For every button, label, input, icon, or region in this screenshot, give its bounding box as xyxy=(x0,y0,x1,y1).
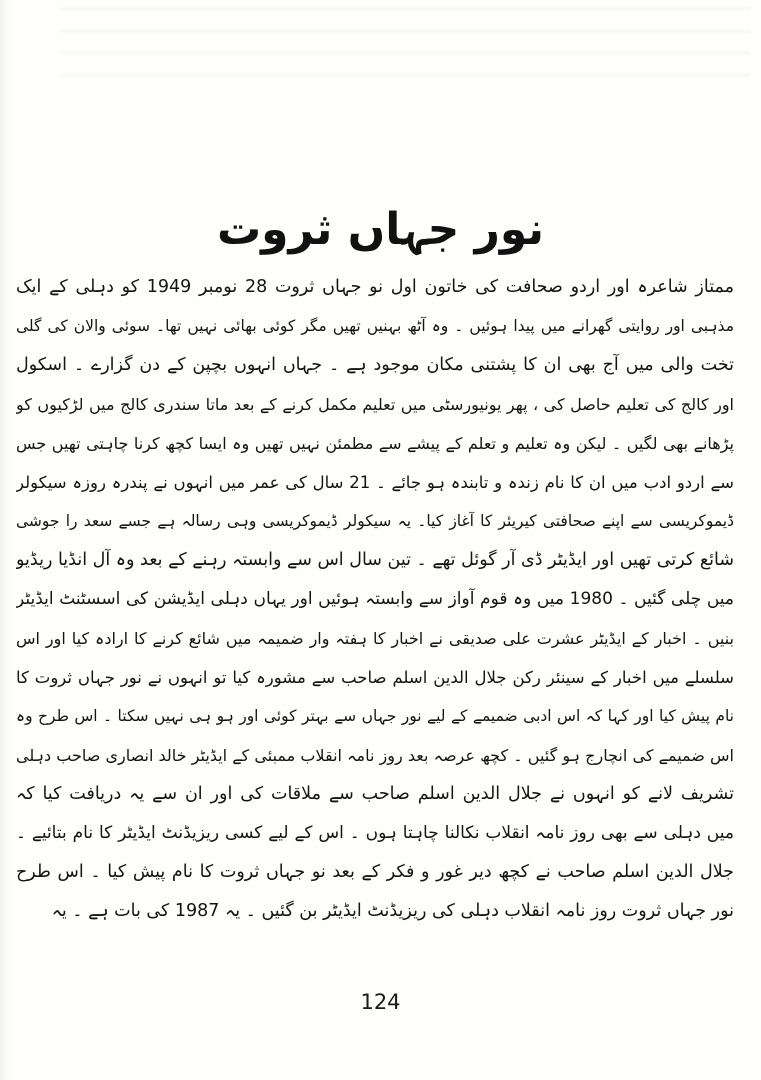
paragraph-line: ڈیموکریسی سے اپنے صحافتی کیریئر کا آغاز کیا۔ یہ سیکولر ڈیموکریسی وہی رسالہ ہے جسے سعد را جوشی xyxy=(16,512,734,530)
page-edge-shadow xyxy=(0,0,10,1080)
paragraph-line: بنیں ۔ اخبار کے ایڈیٹر عشرت علی صدیقی نے اخبار کا ہفتہ وار ضمیمہ میں شائع کرنے کا ارادہ کیا اور اس xyxy=(16,629,734,648)
paragraph-line: مذہبی اور روایتی گھرانے میں پیدا ہوئیں ۔ وہ آٹھ بہنیں تھیں مگر کوئی بھائی نہیں تھا۔ سوئی والان کی گلی xyxy=(16,317,734,335)
page-title: نور جہاں ثروت xyxy=(216,204,545,255)
paragraph-line: نور جہاں ثروت روز نامہ انقلاب دہلی کی ریزیڈنٹ ایڈیٹر بن گئیں ۔ یہ 1987 کی بات ہے ۔ یہ xyxy=(51,901,734,921)
paragraph-line: سلسلے میں اخبار کے سینئر رکن جلال الدین اسلم صاحب سے مشورہ کیا تو انہوں نے نور جہاں ثروت کا xyxy=(16,668,734,687)
bleed-through-text xyxy=(60,8,750,78)
page-number: 124 xyxy=(360,990,401,1014)
paragraph-line: میں دہلی سے بھی روز نامہ انقلاب نکالنا چاہتا ہوں ۔ اس کے لیے کسی ریزیڈنٹ ایڈیٹر کا نام بتائیے ۔ xyxy=(16,823,734,843)
paragraph-line: سے اردو ادب میں ان کا نام زندہ و تابندہ ہو جائے ۔ 21 سال کی عمر میں انہوں نے پندرہ روزہ سیکولر xyxy=(16,473,734,492)
body-paragraph xyxy=(16,268,734,931)
paragraph-line: پڑھانے بھی لگیں ۔ لیکن وہ تعلیم و تعلم کے پیشے سے مطمئن نہیں تھیں وہ ایسا کچھ کرنا چاہتی تھیں جس xyxy=(16,434,734,453)
paragraph-line: ممتاز شاعرہ اور اردو صحافت کی خاتون اول نو جہاں ثروت 28 نومبر 1949 کو دہلی کے ایک xyxy=(16,277,734,297)
paragraph-line: تخت والی میں آج بھی ان کا پشتنی مکان موجود ہے ۔ جہاں انہوں بچپن کے دن گزارے ۔ اسکول xyxy=(16,355,734,375)
paragraph-line: میں چلی گئیں ۔ 1980 میں وہ قوم آواز سے وابستہ ہوئیں اور یہاں دہلی ایڈیشن کی اسسٹنٹ ایڈیٹر xyxy=(16,589,734,609)
paragraph-line: اس ضمیمے کی انچارج ہو گئیں ۔ کچھ عرصہ بعد روز نامہ انقلاب ممبئی کے ایڈیٹر خالد انصاری صاحب دہلی xyxy=(16,746,734,765)
paragraph-line: اور کالج کی تعلیم حاصل کی ، پھر یونیورسٹی میں تعلیم مکمل کرنے کے بعد ماتا سندری کالج میں لڑکیوں کو xyxy=(16,395,734,414)
paragraph-line: نام پیش کیا اور کہا کہ اس ادبی ضمیمے کے لیے نور جہاں سے بہتر کوئی اور ہو ہی نہیں سکتا ۔ اس طرح وہ xyxy=(16,707,734,725)
paragraph-line: تشریف لانے کو انہوں نے جلال الدین اسلم صاحب سے ملاقات کی اور ان سے یہ دریافت کیا کہ xyxy=(16,784,734,804)
paragraph-line: جلال الدین اسلم صاحب نے کچھ دیر غور و فکر کے بعد نو جہاں ثروت کا نام پیش کیا ۔ اس طرح xyxy=(16,862,734,882)
paragraph-line: شائع کرتی تھیں اور ایڈیٹر ڈی آر گوئل تھے ۔ تین سال اس سے وابستہ رہنے کے بعد وہ آل انڈیا ریڈیو xyxy=(16,550,734,570)
